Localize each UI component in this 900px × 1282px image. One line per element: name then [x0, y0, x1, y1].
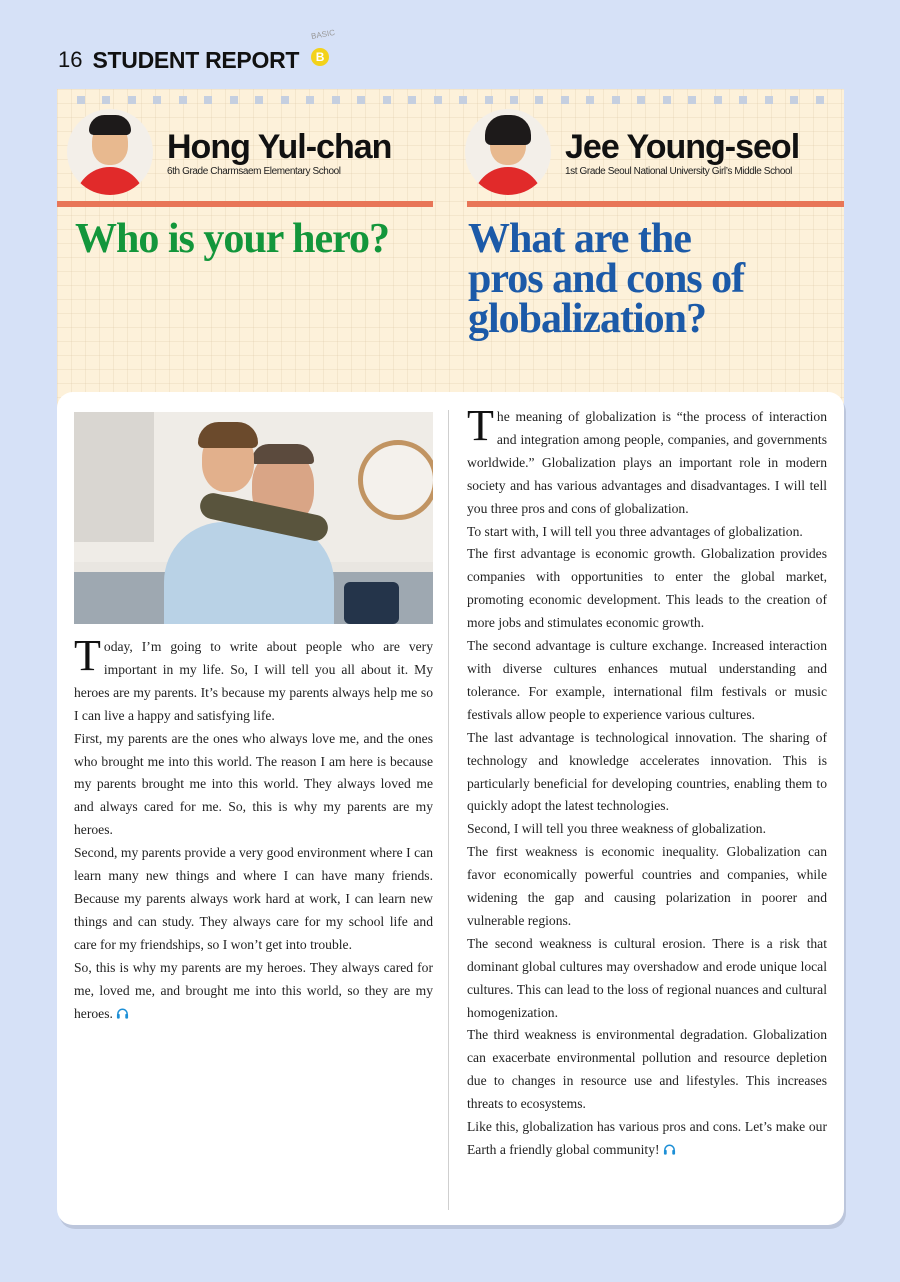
left-article [74, 631, 433, 1025]
paragraph: The first advantage is economic growth. Globalization provides companies with opportunities to enter the global market, promoting economic development. This leads to the creation of more jobs and stimulates economic growth. [467, 546, 827, 631]
headline-panel [57, 89, 844, 419]
left-author-name: Hong Yul-chan [167, 127, 392, 166]
column-divider [448, 410, 449, 1210]
right-author-name: Jee Young-seol [565, 127, 800, 166]
paragraph: First, my parents are the ones who always love me, and the ones who brought me into this world. The reason I am here is because my parents brought me into this world. They always loved me and always cared for me. So, this is why my parents are my heroes. [74, 730, 433, 838]
paragraph: The second advantage is culture exchange. Increased interaction with diverse cultures enhances mutual understanding and tolerance. For example, international film festivals or music festivals allow people to experience various cultures. [467, 638, 827, 722]
girl-avatar [465, 109, 551, 195]
right-headline-line: globalization? [468, 296, 707, 342]
paragraph: Like this, globalization has various pros and cons. Let’s make our Earth a friendly global community! [467, 1119, 827, 1157]
right-author-school: 1st Grade Seoul National University Girl’s Middle School [565, 165, 792, 177]
headphones-icon[interactable] [663, 1143, 676, 1155]
left-dropcap: T [74, 631, 101, 680]
father-son-photo [74, 412, 433, 624]
paragraph: The meaning of globalization is “the process of interaction and integration among people, companies, and governments worldwide.” Globalization plays an important role in modern society and has various advantages and disadvantages. I will tell you three pros and cons of globalization. [467, 401, 827, 516]
paragraph: Today, I’m going to write about people who are very important in my life. So, I will tell you all about it. My heroes are my parents. It’s because my parents always help me so I can live a happy and satisfying life. [74, 631, 433, 723]
right-author [465, 109, 799, 195]
boy-avatar [67, 109, 153, 195]
section-title: STUDENT REPORT [92, 46, 300, 73]
page-header [58, 27, 341, 78]
paragraph: The last advantage is technological innovation. The sharing of technology and knowledge accelerates innovation. This is particularly beneficial for developing countries, enabling them to quickly adopt the latest technologies. [467, 729, 827, 814]
paragraph: To start with, I will tell you three advantages of globalization. [467, 523, 803, 539]
decorative-dots [77, 96, 824, 105]
badge-text: BASIC [310, 27, 336, 42]
right-headline-line: What are the [468, 216, 691, 262]
right-dropcap: T [467, 401, 494, 450]
article-card [57, 392, 844, 1225]
paragraph: Second, I will tell you three weakness of globalization. [467, 821, 766, 837]
right-rule [467, 201, 844, 207]
paragraph: The second weakness is cultural erosion. There is a risk that dominant global cultures may overshadow and erode unique local cultures. This can lead to the loss of regional nuances and cultural homogenization. [467, 935, 827, 1020]
left-author [67, 109, 391, 195]
left-rule [57, 201, 433, 207]
basic-badge-icon [307, 27, 341, 74]
page-number: 16 [58, 47, 83, 72]
paragraph: Second, my parents provide a very good environment where I can learn many new things and where I can have many friends. Because my parents always work hard at work, I can learn new things and can study. They always care for my school life and care for my friendships, so I won’t get into trouble. [74, 845, 433, 952]
left-author-school: 6th Grade Charmsaem Elementary School [167, 165, 341, 177]
paragraph: The first weakness is economic inequality. Globalization can favor economically powerful countries and companies, while widening the gap and causing polarization in poorer and vulnerable regions. [467, 844, 827, 928]
right-headline-line: pros and cons of [468, 256, 745, 302]
right-headline [468, 216, 745, 342]
paragraph: So, this is why my parents are my heroes. They always cared for me, loved me, and brought me into this world, so they are my heroes. [74, 959, 433, 1021]
right-article [467, 401, 827, 1162]
paragraph: The third weakness is environmental degradation. Globalization can exacerbate environmental pollution and resource depletion due to changes in resource use and lifestyles. This increases threats to ecosystems. [467, 1027, 827, 1112]
left-headline: Who is your hero? [75, 216, 389, 262]
headphones-icon[interactable] [116, 1007, 129, 1019]
badge-letter: B [311, 48, 329, 66]
